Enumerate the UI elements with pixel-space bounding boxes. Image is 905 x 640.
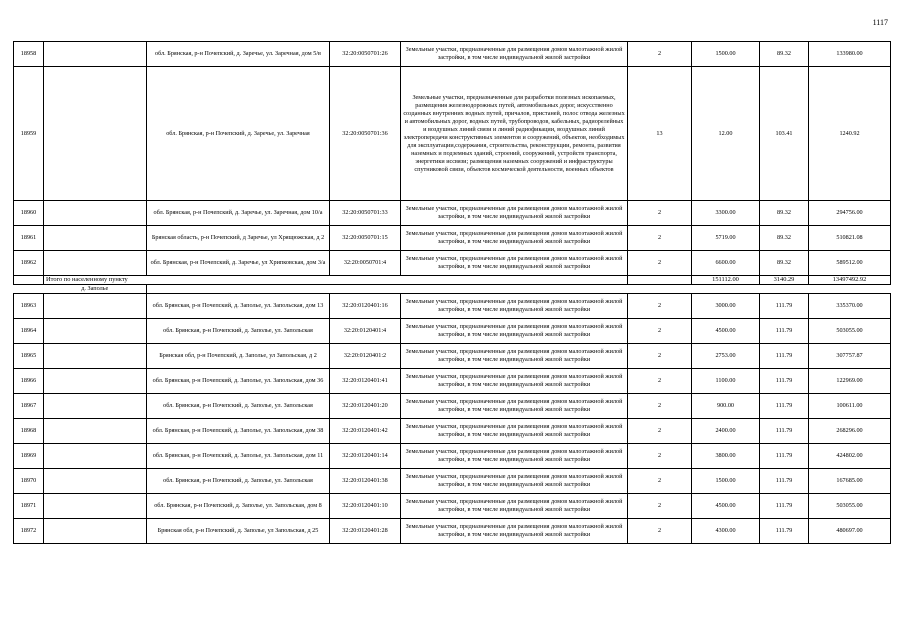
land-use-cell: Земельные участки, предназначенные для размещения домов малоэтажной жилой застройки, в том числе индивидуальной жилой застройки — [401, 42, 628, 67]
row-number: 18963 — [14, 294, 44, 319]
cadastral-value-cell: 335370.00 — [809, 294, 891, 319]
use-code-cell: 2 — [628, 251, 692, 276]
row-number: 18958 — [14, 42, 44, 67]
total-row — [14, 276, 891, 285]
empty-cell — [44, 444, 147, 469]
cadastral-value-table — [13, 41, 891, 544]
cadastral-value-cell: 424802.00 — [809, 444, 891, 469]
cadastral-value-cell: 122969.00 — [809, 369, 891, 394]
area-cell: 3800.00 — [692, 444, 760, 469]
land-use-cell: Земельные участки, предназначенные для размещения домов малоэтажной жилой застройки, в том числе индивидуальной жилой застройки — [401, 344, 628, 369]
empty-cell — [44, 294, 147, 319]
area-cell: 4500.00 — [692, 319, 760, 344]
land-use-cell: Земельные участки, предназначенные для размещения домов малоэтажной жилой застройки, в том числе индивидуальной жилой застройки — [401, 469, 628, 494]
row-number: 18961 — [14, 226, 44, 251]
empty-cell — [628, 285, 692, 294]
area-cell: 3300.00 — [692, 201, 760, 226]
land-use-cell: Земельные участки, предназначенные для размещения домов малоэтажной жилой застройки, в том числе индивидуальной жилой застройки — [401, 494, 628, 519]
specific-value-cell: 89.32 — [760, 201, 809, 226]
address-cell: обл. Брянская, р-н Почепский, д. Заречье, ул. Заречная, дом 5/в — [147, 42, 330, 67]
specific-value-cell: 89.32 — [760, 226, 809, 251]
row-number: 18971 — [14, 494, 44, 519]
empty-cell — [44, 319, 147, 344]
cadastral-value-cell: 503055.00 — [809, 494, 891, 519]
empty-cell — [14, 285, 44, 294]
table-row — [14, 201, 891, 226]
total-specific-value: 3140.29 — [760, 276, 809, 285]
use-code-cell: 2 — [628, 42, 692, 67]
cadastral-number-cell: 32:20:0120401:28 — [330, 519, 401, 544]
land-use-cell: Земельные участки, предназначенные для размещения домов малоэтажной жилой застройки, в том числе индивидуальной жилой застройки — [401, 251, 628, 276]
cadastral-value-cell: 503055.00 — [809, 319, 891, 344]
land-use-cell: Земельные участки, предназначенные для размещения домов малоэтажной жилой застройки, в том числе индивидуальной жилой застройки — [401, 394, 628, 419]
use-code-cell: 2 — [628, 394, 692, 419]
row-number: 18970 — [14, 469, 44, 494]
table-row — [14, 251, 891, 276]
cadastral-value-cell: 589512.00 — [809, 251, 891, 276]
area-cell: 4300.00 — [692, 519, 760, 544]
place-name: д. Заполье — [44, 285, 147, 294]
use-code-cell: 2 — [628, 226, 692, 251]
empty-cell — [692, 285, 760, 294]
land-use-cell: Земельные участки, предназначенные для размещения домов малоэтажной жилой застройки, в том числе индивидуальной жилой застройки — [401, 226, 628, 251]
table-row — [14, 369, 891, 394]
empty-cell — [44, 42, 147, 67]
table-row — [14, 226, 891, 251]
empty-cell — [44, 251, 147, 276]
empty-cell — [44, 394, 147, 419]
empty-cell — [44, 469, 147, 494]
cadastral-value-cell: 167685.00 — [809, 469, 891, 494]
area-cell: 900.00 — [692, 394, 760, 419]
use-code-cell: 2 — [628, 519, 692, 544]
specific-value-cell: 111.79 — [760, 319, 809, 344]
empty-cell — [44, 494, 147, 519]
area-cell: 5719.00 — [692, 226, 760, 251]
land-use-cell: Земельные участки, предназначенные для размещения домов малоэтажной жилой застройки, в том числе индивидуальной жилой застройки — [401, 294, 628, 319]
use-code-cell: 2 — [628, 419, 692, 444]
table-row — [14, 42, 891, 67]
table-body — [14, 42, 891, 544]
specific-value-cell: 111.79 — [760, 419, 809, 444]
land-use-cell: Земельные участки, предназначенные для размещения домов малоэтажной жилой застройки, в том числе индивидуальной жилой застройки — [401, 419, 628, 444]
table-row — [14, 519, 891, 544]
specific-value-cell: 103.41 — [760, 67, 809, 201]
row-number: 18966 — [14, 369, 44, 394]
area-cell: 2753.00 — [692, 344, 760, 369]
table-row — [14, 344, 891, 369]
specific-value-cell: 89.32 — [760, 251, 809, 276]
row-number: 18972 — [14, 519, 44, 544]
cadastral-number-cell: 32:20:0050701:26 — [330, 42, 401, 67]
row-number: 18968 — [14, 419, 44, 444]
empty-cell — [44, 419, 147, 444]
table-row — [14, 494, 891, 519]
empty-cell — [147, 285, 330, 294]
use-code-cell: 13 — [628, 67, 692, 201]
cadastral-number-cell: 32:20:0120401:20 — [330, 394, 401, 419]
area-cell: 1100.00 — [692, 369, 760, 394]
specific-value-cell: 111.79 — [760, 444, 809, 469]
land-use-cell: Земельные участки, предназначенные для размещения домов малоэтажной жилой застройки, в том числе индивидуальной жилой застройки — [401, 201, 628, 226]
address-cell: обл. Брянская, р-н Почепский, д. Заполье, ул. Запольская, дом 11 — [147, 444, 330, 469]
empty-cell — [14, 276, 44, 285]
row-number: 18965 — [14, 344, 44, 369]
cadastral-value-cell: 100611.00 — [809, 394, 891, 419]
row-number: 18969 — [14, 444, 44, 469]
area-cell: 3000.00 — [692, 294, 760, 319]
use-code-cell: 2 — [628, 294, 692, 319]
table-row — [14, 319, 891, 344]
empty-cell — [44, 344, 147, 369]
use-code-cell: 2 — [628, 319, 692, 344]
empty-cell — [44, 226, 147, 251]
row-number: 18967 — [14, 394, 44, 419]
cadastral-value-cell: 480697.00 — [809, 519, 891, 544]
address-cell: обл. Брянская, р-н Почепский, д. Заполье, ул. Запольская — [147, 319, 330, 344]
cadastral-value-cell: 268296.00 — [809, 419, 891, 444]
table-row — [14, 67, 891, 201]
empty-cell — [809, 285, 891, 294]
cadastral-number-cell: 32:20:0050701:36 — [330, 67, 401, 201]
use-code-cell: 2 — [628, 444, 692, 469]
specific-value-cell: 111.79 — [760, 369, 809, 394]
use-code-cell: 2 — [628, 344, 692, 369]
address-cell: обл. Брянская, р-н Почепский, д. Заречье, ул. Заречная — [147, 67, 330, 201]
table-row — [14, 444, 891, 469]
address-cell: обл. Брянская, р-н Почепский, д. Заполье, ул. Запольская — [147, 469, 330, 494]
place-row — [14, 285, 891, 294]
cadastral-number-cell: 32:20:0050701:33 — [330, 201, 401, 226]
row-number: 18962 — [14, 251, 44, 276]
area-cell: 6600.00 — [692, 251, 760, 276]
row-number: 18960 — [14, 201, 44, 226]
area-cell: 2400.00 — [692, 419, 760, 444]
address-cell: Брянская обл, р-н Почепский, д. Заполье, ул Запольская, д 25 — [147, 519, 330, 544]
cadastral-number-cell: 32:20:0120401:41 — [330, 369, 401, 394]
cadastral-number-cell: 32:20:0050701:4 — [330, 251, 401, 276]
use-code-cell: 2 — [628, 469, 692, 494]
land-use-cell: Земельные участки, предназначенные для размещения домов малоэтажной жилой застройки, в том числе индивидуальной жилой застройки — [401, 369, 628, 394]
cadastral-number-cell: 32:20:0120401:10 — [330, 494, 401, 519]
total-area: 151112.00 — [692, 276, 760, 285]
total-label: Итого по населенному пункту — [44, 276, 628, 285]
area-cell: 4500.00 — [692, 494, 760, 519]
cadastral-number-cell: 32:20:0120401:14 — [330, 444, 401, 469]
use-code-cell: 2 — [628, 201, 692, 226]
cadastral-number-cell: 32:20:0120401:16 — [330, 294, 401, 319]
total-cadastral-value: 13497492.92 — [809, 276, 891, 285]
table-row — [14, 294, 891, 319]
specific-value-cell: 111.79 — [760, 394, 809, 419]
land-use-cell: Земельные участки, предназначенные для размещения домов малоэтажной жилой застройки, в том числе индивидуальной жилой застройки — [401, 519, 628, 544]
cadastral-value-cell: 1240.92 — [809, 67, 891, 201]
empty-cell — [44, 369, 147, 394]
address-cell: обл. Брянская, р-н Почепский, д. Заполье, ул. Запольская, дом 13 — [147, 294, 330, 319]
address-cell: обл. Брянская, р-н Почепский, д. Заречье, ул. Заречная, дом 10/а — [147, 201, 330, 226]
specific-value-cell: 111.79 — [760, 294, 809, 319]
address-cell: обл. Брянская, р-н Почепский, д. Заполье, ул. Запольская — [147, 394, 330, 419]
specific-value-cell: 111.79 — [760, 494, 809, 519]
empty-cell — [401, 285, 628, 294]
address-cell: обл. Брянская, р-н Почепский, д. Заполье, ул. Запольская, дом 8 — [147, 494, 330, 519]
page-number: 1117 — [872, 18, 888, 27]
land-use-cell: Земельные участки, предназначенные для разработки полезных ископаемых, размещения железнодорожных путей, автомобильных дорог, искусственно созданных внутренних водных путей, причалов, пристаней, полос отвода железных и автомобильных дорог, водных путей, трубопроводов, кабельных, радиорелейных и воздушных линий связи и линий радиофикации, воздушных линий электропередачи конструктивных элементов и сооружений, объектов, необходимых для эксплуатации,содержания, строительства, реконструкции, ремонта, развития наземных и подземных зданий, строений, сооружений, устройств транспорта, энергетики иссвязи; размещения наземных сооружений и инфраструктуры спутниковой связи, объектов космической деятельности, военных объектов — [401, 67, 628, 201]
row-number: 18964 — [14, 319, 44, 344]
cadastral-number-cell: 32:20:0120401:42 — [330, 419, 401, 444]
table-row — [14, 419, 891, 444]
cadastral-number-cell: 32:20:0120401:2 — [330, 344, 401, 369]
table-row — [14, 469, 891, 494]
address-cell: обл. Брянская, р-н Почепский, д. Заполье, ул. Запольская, дом 36 — [147, 369, 330, 394]
land-use-cell: Земельные участки, предназначенные для размещения домов малоэтажной жилой застройки, в том числе индивидуальной жилой застройки — [401, 319, 628, 344]
cadastral-number-cell: 32:20:0120401:4 — [330, 319, 401, 344]
empty-cell — [44, 201, 147, 226]
land-use-cell: Земельные участки, предназначенные для размещения домов малоэтажной жилой застройки, в том числе индивидуальной жилой застройки — [401, 444, 628, 469]
specific-value-cell: 89.32 — [760, 42, 809, 67]
specific-value-cell: 111.79 — [760, 344, 809, 369]
empty-cell — [330, 285, 401, 294]
empty-cell — [44, 67, 147, 201]
area-cell: 1500.00 — [692, 469, 760, 494]
area-cell: 1500.00 — [692, 42, 760, 67]
address-cell: Брянская область, р-н Почепский, д Заречье, ул Хрящюжская, д 2 — [147, 226, 330, 251]
cadastral-number-cell: 32:20:0120401:38 — [330, 469, 401, 494]
table-row — [14, 394, 891, 419]
cadastral-number-cell: 32:20:0050701:15 — [330, 226, 401, 251]
use-code-cell: 2 — [628, 369, 692, 394]
empty-cell — [44, 519, 147, 544]
specific-value-cell: 111.79 — [760, 469, 809, 494]
area-cell: 12.00 — [692, 67, 760, 201]
cadastral-value-cell: 133980.00 — [809, 42, 891, 67]
cadastral-value-cell: 294756.00 — [809, 201, 891, 226]
specific-value-cell: 111.79 — [760, 519, 809, 544]
cadastral-value-cell: 307757.87 — [809, 344, 891, 369]
use-code-cell: 2 — [628, 494, 692, 519]
row-number: 18959 — [14, 67, 44, 201]
address-cell: обл. Брянская, р-н Почепский, д. Заречье, ул Хрипковская, дом 3/а — [147, 251, 330, 276]
address-cell: обл. Брянская, р-н Почепский, д. Заполье, ул. Запольская, дом 38 — [147, 419, 330, 444]
empty-cell — [628, 276, 692, 285]
address-cell: Брянская обл, р-н Почепский, д. Заполье, ул Запольская, д 2 — [147, 344, 330, 369]
cadastral-value-cell: 510821.08 — [809, 226, 891, 251]
empty-cell — [760, 285, 809, 294]
